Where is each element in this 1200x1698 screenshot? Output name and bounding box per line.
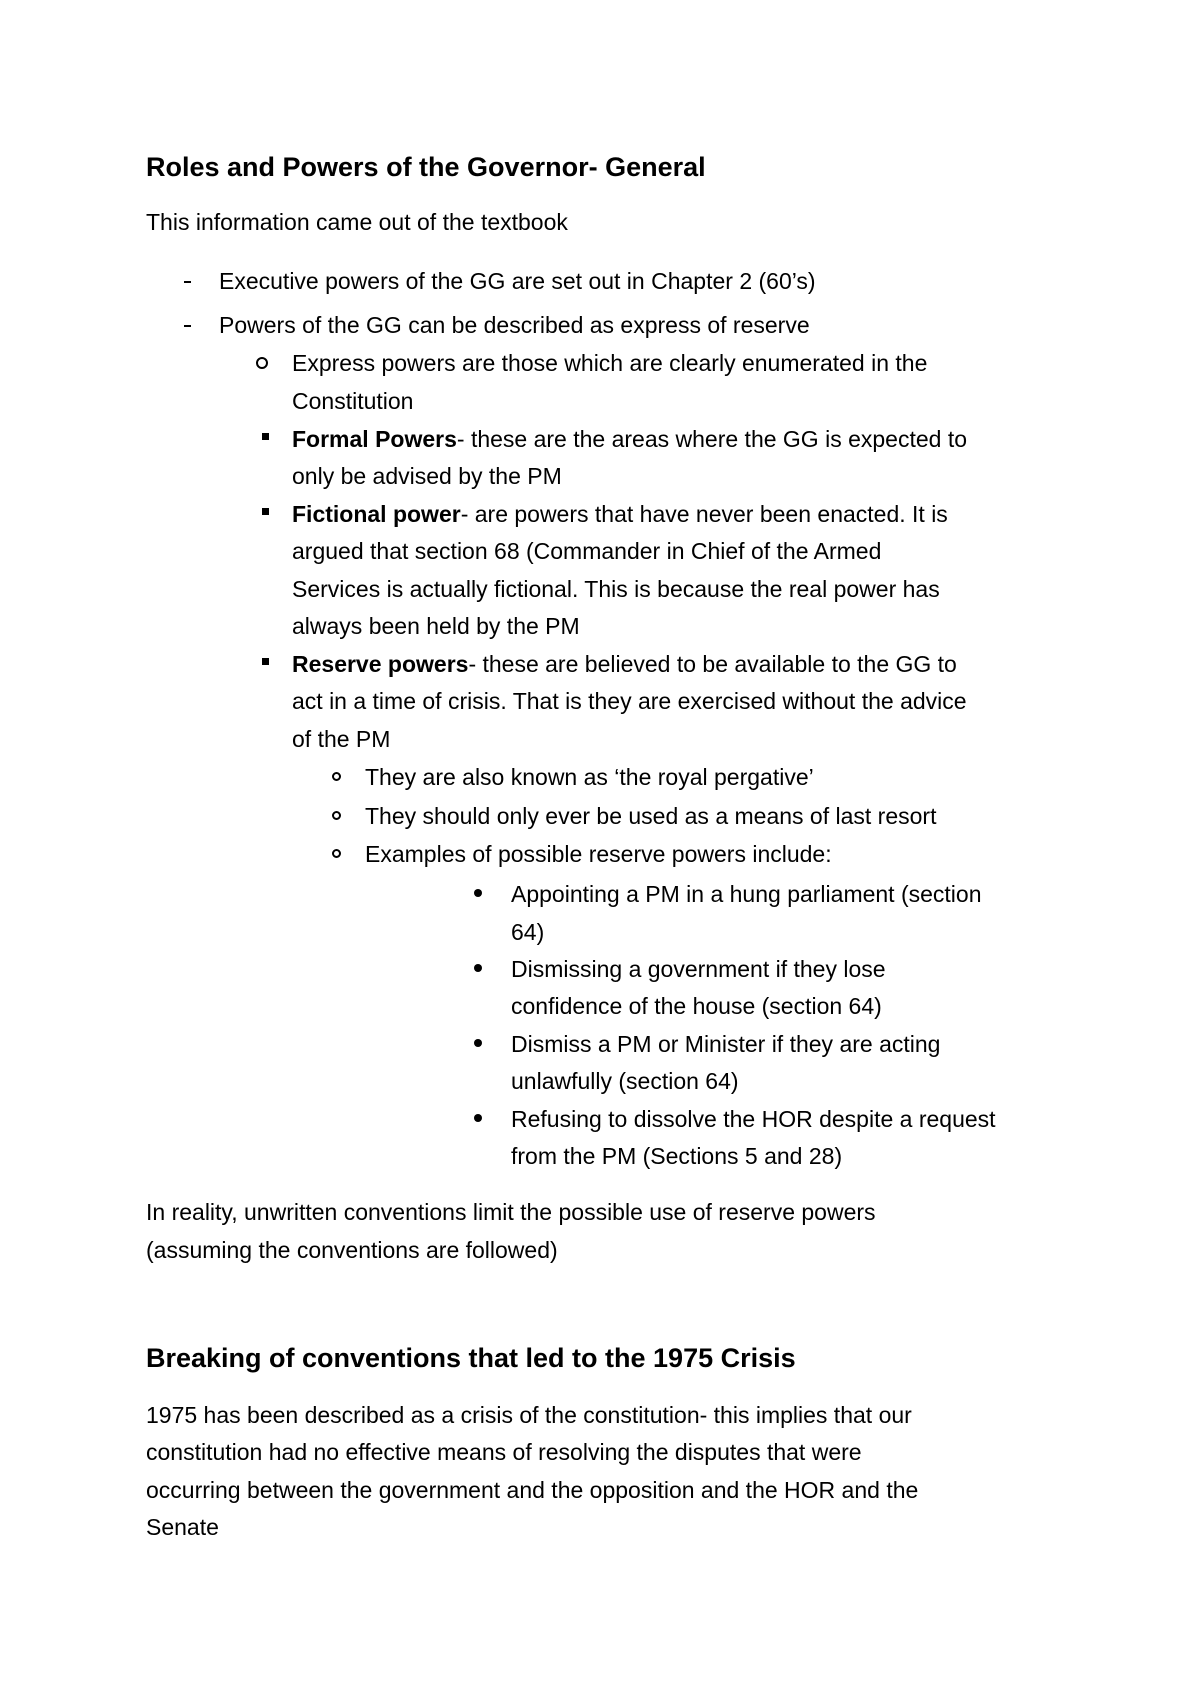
crisis-paragraph-line-4: Senate	[146, 1514, 219, 1540]
square-bullet-icon	[262, 658, 269, 665]
example-2-line-1: Dismissing a government if they lose	[511, 956, 886, 982]
example-1-line-2: 64)	[511, 919, 545, 945]
fictional-power-line-2: argued that section 68 (Commander in Chief of the Armed	[292, 538, 882, 564]
fictional-power-text: - are powers that have never been enacted. It is	[460, 501, 948, 527]
reserve-powers-line-1	[292, 649, 957, 679]
crisis-paragraph-line-2: constitution had no effective means of resolving the disputes that were	[146, 1439, 862, 1465]
reserve-note-1: They are also known as ‘the royal pergative’	[365, 764, 814, 790]
dot-bullet-icon	[474, 889, 482, 897]
formal-powers-line-1	[292, 424, 967, 454]
reserve-powers-line-2: act in a time of crisis. That is they are exercised without the advice	[292, 688, 967, 714]
formal-powers-term: Formal Powers	[292, 426, 457, 452]
example-3-line-2: unlawfully (section 64)	[511, 1068, 739, 1094]
example-1-line-1: Appointing a PM in a hung parliament (section	[511, 881, 982, 907]
bullet-powers-description: Powers of the GG can be described as express of reserve	[219, 312, 810, 338]
bullet-executive-powers: Executive powers of the GG are set out in Chapter 2 (60’s)	[219, 268, 816, 294]
example-4-line-1: Refusing to dissolve the HOR despite a request	[511, 1106, 996, 1132]
crisis-paragraph-line-3: occurring between the government and the opposition and the HOR and the	[146, 1477, 919, 1503]
reserve-powers-text: - these are believed to be available to the GG to	[468, 651, 957, 677]
circle-bullet-icon	[256, 357, 268, 369]
square-bullet-icon	[262, 508, 269, 515]
example-3-line-1: Dismiss a PM or Minister if they are acting	[511, 1031, 941, 1057]
heading-breaking-conventions: Breaking of conventions that led to the 1975 Crisis	[146, 1343, 796, 1373]
formal-powers-text: - these are the areas where the GG is expected to	[456, 426, 968, 452]
circle-bullet-icon	[332, 811, 341, 820]
reserve-powers-term: Reserve powers	[292, 651, 469, 677]
express-powers-line-1: Express powers are those which are clearly enumerated in the	[292, 350, 928, 376]
fictional-power-term: Fictional power	[292, 501, 461, 527]
circle-bullet-icon	[332, 849, 341, 858]
express-powers-line-2: Constitution	[292, 388, 414, 414]
dash-bullet-icon	[184, 281, 191, 283]
heading-roles-and-powers: Roles and Powers of the Governor- General	[146, 152, 706, 182]
square-bullet-icon	[262, 433, 269, 440]
dash-bullet-icon	[184, 325, 191, 327]
reserve-note-3: Examples of possible reserve powers include:	[365, 841, 832, 867]
dot-bullet-icon	[474, 1114, 482, 1122]
formal-powers-line-2: only be advised by the PM	[292, 463, 562, 489]
fictional-power-line-1	[292, 499, 948, 529]
fictional-power-line-4: always been held by the PM	[292, 613, 580, 639]
circle-bullet-icon	[332, 772, 341, 781]
dot-bullet-icon	[474, 964, 482, 972]
fictional-power-line-3: Services is actually fictional. This is because the real power has	[292, 576, 940, 602]
example-4-line-2: from the PM (Sections 5 and 28)	[511, 1143, 843, 1169]
reserve-powers-line-3: of the PM	[292, 726, 391, 752]
dot-bullet-icon	[474, 1039, 482, 1047]
reserve-note-2: They should only ever be used as a means of last resort	[365, 803, 937, 829]
intro-text: This information came out of the textbook	[146, 209, 568, 235]
example-2-line-2: confidence of the house (section 64)	[511, 993, 882, 1019]
closing-line-1: In reality, unwritten conventions limit the possible use of reserve powers	[146, 1199, 876, 1225]
closing-line-2: (assuming the conventions are followed)	[146, 1237, 558, 1263]
crisis-paragraph-line-1: 1975 has been described as a crisis of the constitution- this implies that our	[146, 1402, 912, 1428]
